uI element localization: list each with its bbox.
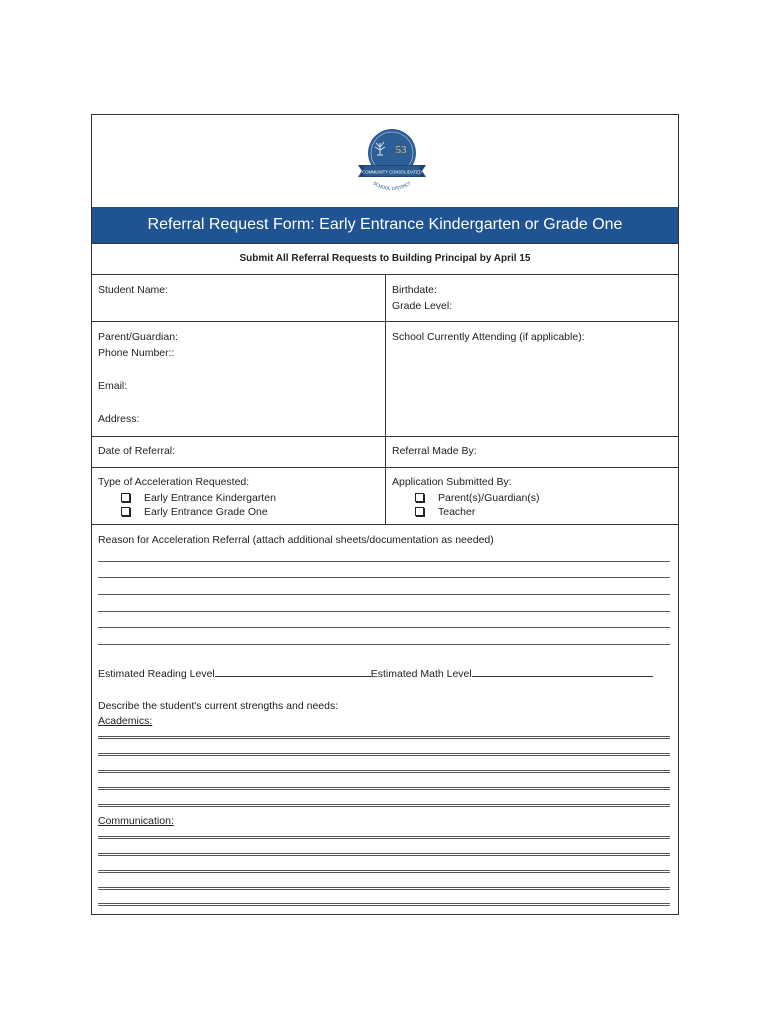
submitted-by-cell	[386, 468, 678, 524]
academics-line[interactable]	[98, 736, 670, 739]
math-level-field[interactable]	[472, 666, 653, 677]
academics-line[interactable]	[98, 770, 670, 773]
submitted-by-label: Application Submitted By:	[392, 476, 512, 488]
school-attending-label: School Currently Attending (if applicable):	[392, 331, 585, 343]
academics-line[interactable]	[98, 753, 670, 756]
svg-text:COMMUNITY CONSOLIDATED: COMMUNITY CONSOLIDATED	[362, 169, 422, 175]
academics-line[interactable]	[98, 804, 670, 807]
phone-number-label: Phone Number::	[98, 347, 175, 359]
birthdate-cell[interactable]	[386, 275, 678, 321]
address-label: Address:	[98, 413, 140, 425]
communication-line[interactable]	[98, 870, 670, 873]
student-row	[92, 274, 678, 321]
reason-section	[92, 524, 678, 916]
communication-line[interactable]	[98, 903, 670, 906]
reason-line[interactable]	[98, 644, 670, 645]
checkbox-teacher[interactable]	[415, 506, 475, 518]
parent-row	[92, 321, 678, 436]
svg-text:53: 53	[395, 144, 407, 156]
header-logo-area	[92, 115, 678, 207]
referral-date-row	[92, 436, 678, 467]
reason-line[interactable]	[98, 561, 670, 562]
reason-label: Reason for Acceleration Referral (attach additional sheets/documentation as needed)	[98, 534, 494, 546]
checkbox-parent-guardian[interactable]	[415, 492, 540, 504]
birthdate-label: Birthdate:	[392, 284, 437, 296]
checkbox-icon[interactable]	[121, 493, 130, 502]
date-of-referral-label: Date of Referral:	[98, 445, 176, 457]
checkbox-icon[interactable]	[415, 493, 424, 502]
communication-line[interactable]	[98, 836, 670, 839]
svg-text:SCHOOL DISTRICT: SCHOOL DISTRICT	[372, 180, 412, 192]
referral-made-by-cell[interactable]	[386, 437, 678, 467]
describe-label: Describe the student's current strengths and needs:	[98, 700, 339, 712]
type-requested-label: Type of Acceleration Requested:	[98, 476, 250, 488]
acceleration-row	[92, 467, 678, 524]
grade-level-label: Grade Level:	[392, 300, 453, 312]
communication-line[interactable]	[98, 853, 670, 856]
parent-info-cell[interactable]	[92, 322, 386, 436]
reason-line[interactable]	[98, 577, 670, 578]
district-logo	[352, 123, 432, 203]
checkbox-icon[interactable]	[415, 507, 424, 516]
checkbox-early-grade-one[interactable]	[121, 506, 268, 518]
referral-form	[91, 114, 679, 915]
form-title: Referral Request Form: Early Entrance Kindergarten or Grade One	[92, 207, 678, 243]
school-cell[interactable]	[386, 322, 678, 436]
communication-label: Communication:	[98, 815, 174, 827]
checkbox-label: Parent(s)/Guardian(s)	[438, 492, 540, 504]
reason-line[interactable]	[98, 594, 670, 595]
student-name-label: Student Name:	[98, 284, 169, 296]
submission-note-row	[92, 243, 678, 274]
estimated-levels-line	[98, 666, 653, 680]
estimated-math-label: Estimated Math Level	[370, 668, 472, 680]
checkbox-label: Early Entrance Kindergarten	[144, 492, 276, 504]
academics-label: Academics:	[98, 715, 153, 727]
parent-guardian-label: Parent/Guardian:	[98, 331, 178, 343]
email-label: Email:	[98, 380, 128, 392]
reason-line[interactable]	[98, 611, 670, 612]
checkbox-icon[interactable]	[121, 507, 130, 516]
communication-line[interactable]	[98, 887, 670, 890]
checkbox-label: Teacher	[438, 506, 476, 518]
checkbox-label: Early Entrance Grade One	[144, 506, 268, 518]
academics-line[interactable]	[98, 787, 670, 790]
type-requested-cell	[92, 468, 386, 524]
date-of-referral-cell[interactable]	[92, 437, 386, 467]
checkbox-early-kindergarten[interactable]	[121, 492, 276, 504]
submission-note: Submit All Referral Requests to Building Principal by April 15	[239, 253, 531, 264]
estimated-reading-label: Estimated Reading Level	[98, 668, 215, 680]
referral-made-by-label: Referral Made By:	[392, 445, 477, 457]
reason-line[interactable]	[98, 627, 670, 628]
reading-level-field[interactable]	[215, 666, 371, 677]
student-name-cell[interactable]	[92, 275, 386, 321]
